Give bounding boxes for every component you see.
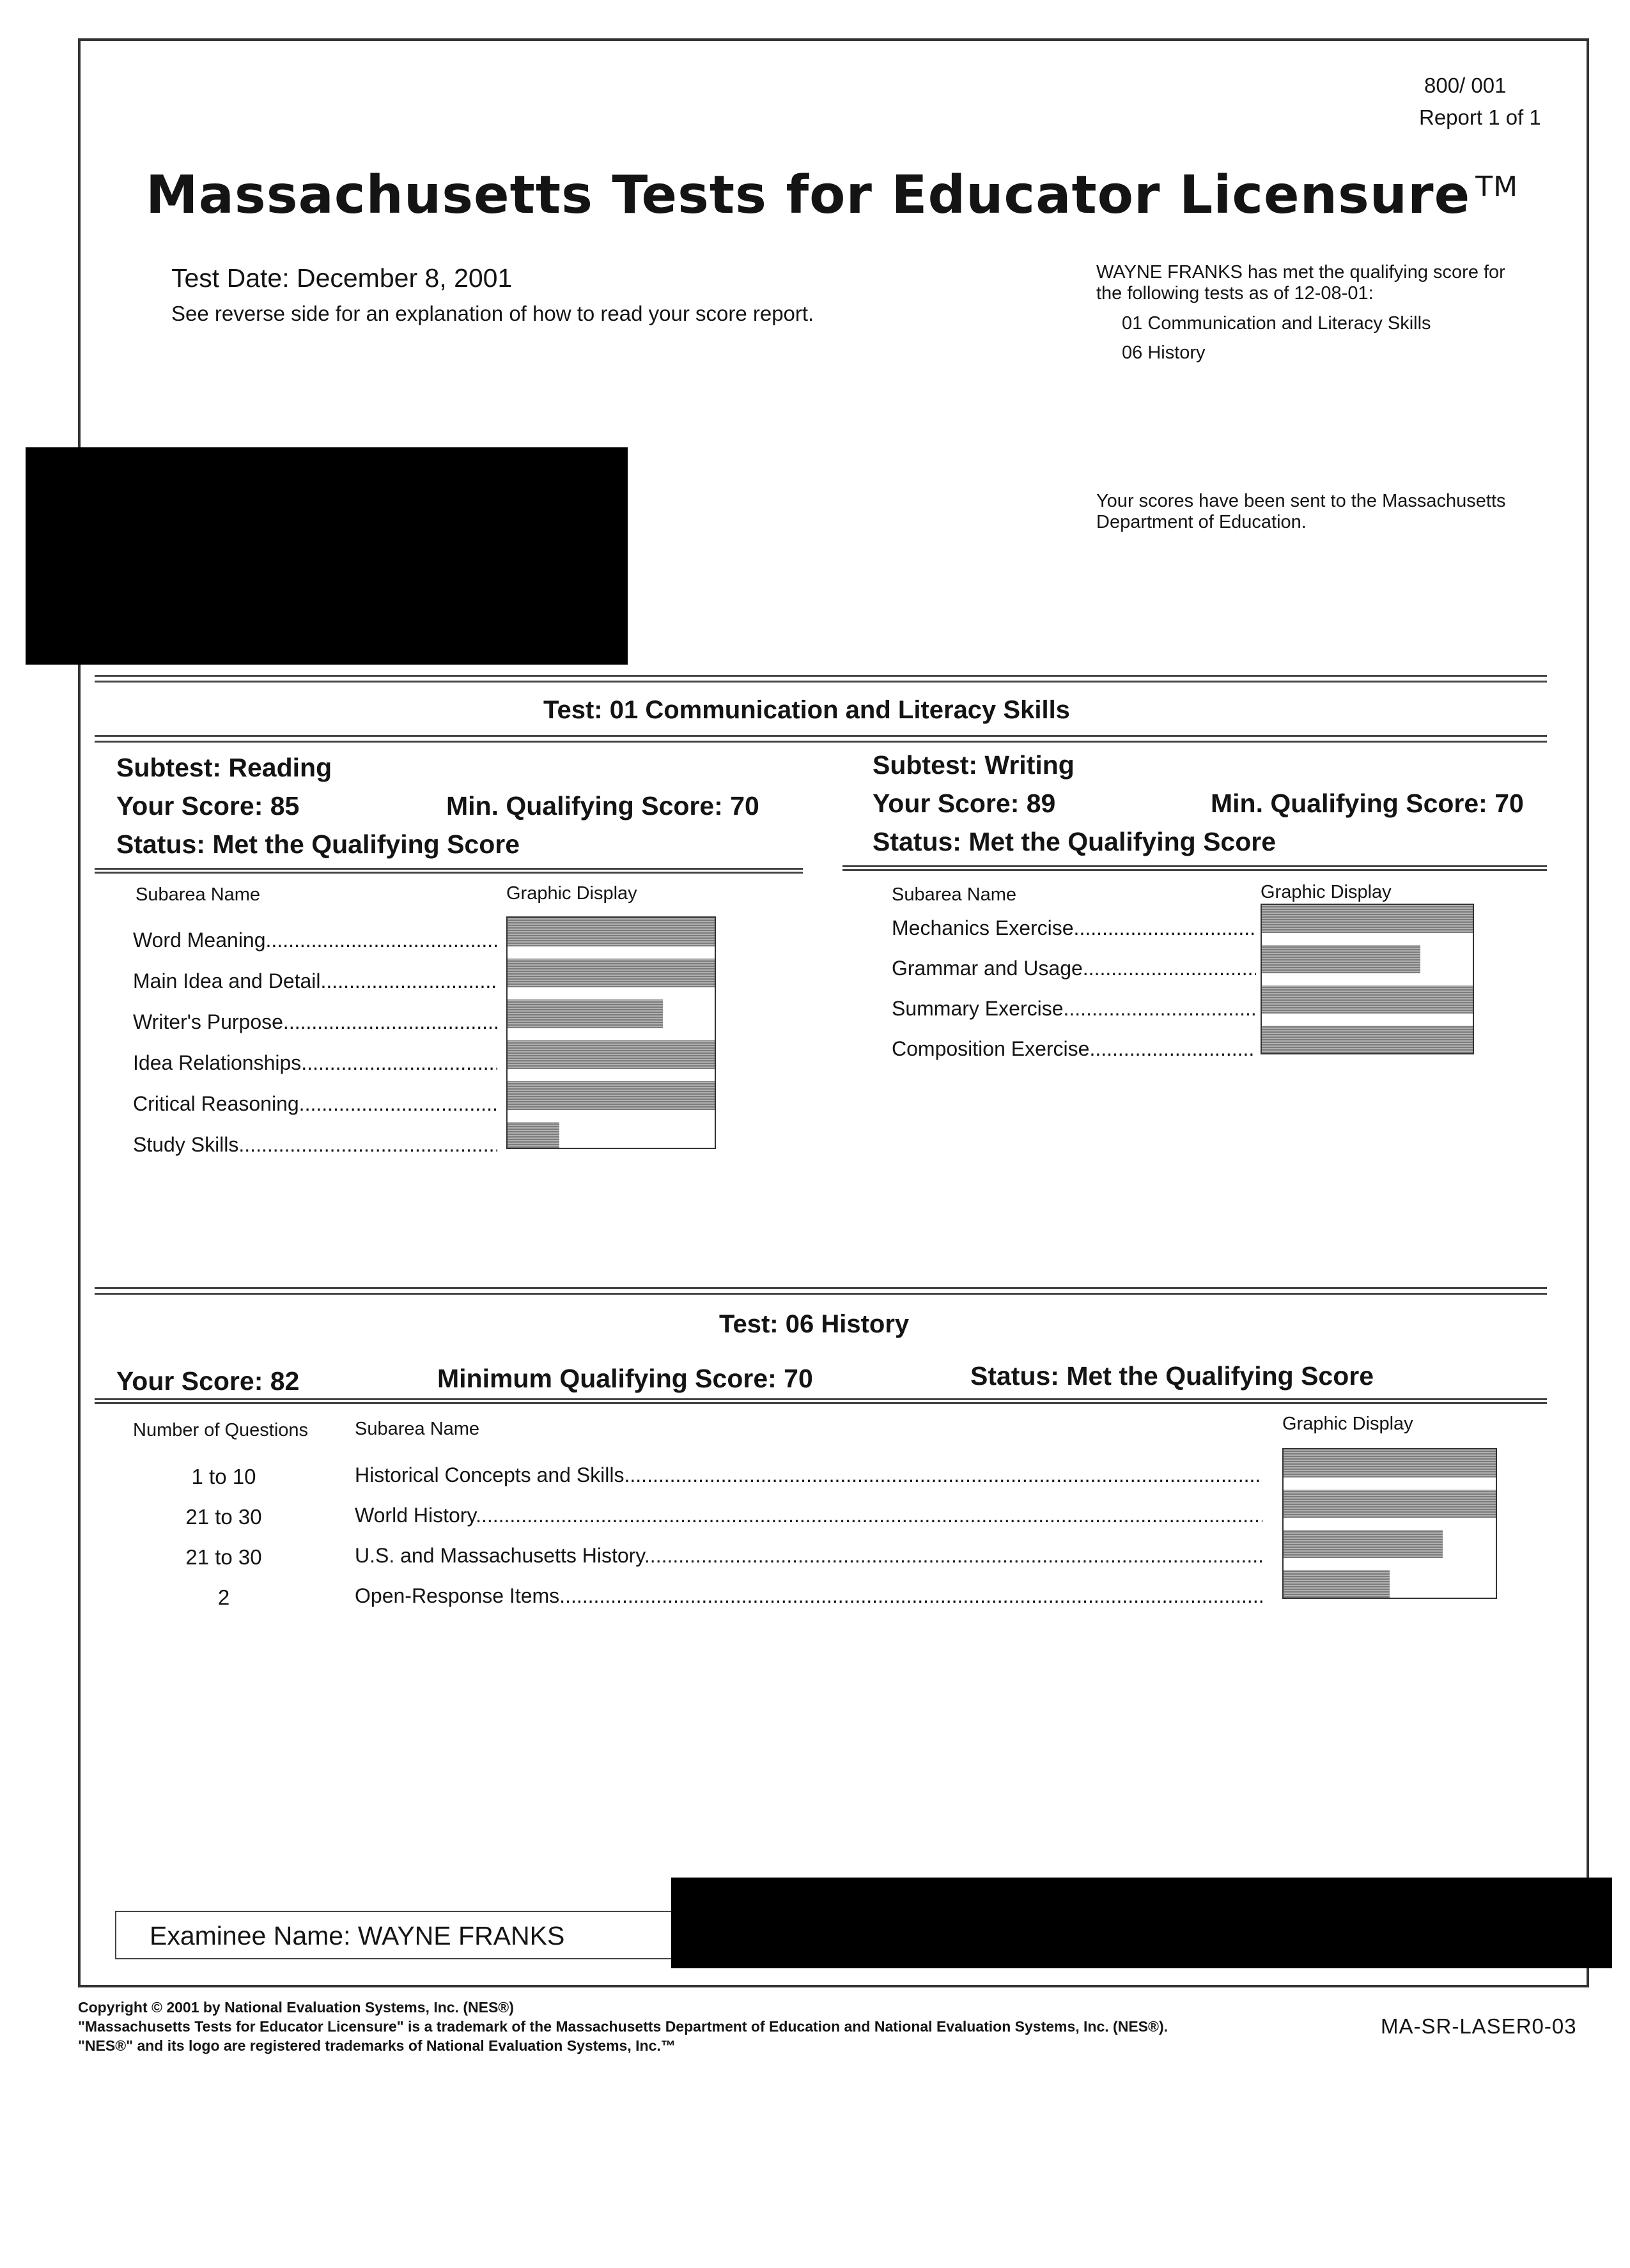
reading-subtest: Subtest: Reading — [116, 753, 332, 782]
qualify-intro-line1: WAYNE FRANKS has met the qualifying score for — [1096, 262, 1505, 282]
writing-score-bar — [1262, 945, 1420, 973]
scores-sent-line2: Department of Education. — [1096, 512, 1307, 532]
qualify-intro-line2: the following tests as of 12-08-01: — [1096, 283, 1374, 304]
reading-score-bar — [508, 999, 663, 1028]
history-subarea-row: Historical Concepts and Skills ..... — [355, 1463, 1262, 1487]
qualified-test-1: 01 Communication and Literacy Skills — [1122, 313, 1431, 334]
subtest-divider — [95, 868, 803, 874]
history-your-score: Your Score: 82 — [116, 1366, 300, 1396]
reading-subarea-row: Word Meaning ..... — [133, 929, 497, 952]
test06-title: Test: 06 History — [719, 1310, 910, 1338]
history-score-bar — [1284, 1449, 1496, 1477]
copyright-notice: Copyright © 2001 by National Evaluation Systems, Inc. (NES®) — [78, 1999, 514, 2016]
reading-your-score: Your Score: 85 — [116, 791, 300, 821]
history-min-score: Minimum Qualifying Score: 70 — [437, 1364, 813, 1393]
history-score-bar — [1284, 1490, 1496, 1518]
reading-score-bar — [508, 1122, 559, 1148]
question-count: 21 to 30 — [185, 1505, 262, 1529]
qualified-test-2: 06 History — [1122, 343, 1206, 363]
page-title: Massachusetts Tests for Educator Licensure ™ — [146, 165, 1519, 226]
writing-subarea-row: Composition Exercise ..... — [892, 1037, 1256, 1061]
reading-graphic-display — [506, 916, 716, 1149]
reading-subarea-row: Writer's Purpose ..... — [133, 1010, 497, 1034]
writing-score-bar — [1262, 1026, 1473, 1053]
writing-subtest: Subtest: Writing — [873, 750, 1075, 780]
history-subarea-row: U.S. and Massachusetts History ..... — [355, 1544, 1262, 1568]
report-page: Report 1 of 1 — [1419, 105, 1541, 129]
reading-graphic-header: Graphic Display — [506, 883, 637, 904]
history-score-bar — [1284, 1530, 1443, 1558]
section-divider — [95, 675, 1547, 683]
redacted-examinee-info — [671, 1878, 1612, 1968]
reading-subarea-row: Main Idea and Detail ..... — [133, 969, 497, 993]
history-score-bar — [1284, 1570, 1390, 1598]
writing-status: Status: Met the Qualifying Score — [873, 827, 1277, 856]
section-divider — [95, 1287, 1547, 1295]
reading-score-bar — [508, 918, 715, 946]
score-report-explanation: See reverse side for an explanation of how to read your score report. — [171, 302, 814, 325]
reading-score-bar — [508, 1081, 715, 1110]
reading-subarea-row: Study Skills ..... — [133, 1133, 497, 1157]
test-date: Test Date: December 8, 2001 — [171, 263, 513, 293]
writing-graphic-display — [1261, 904, 1474, 1054]
writing-subarea-row: Grammar and Usage ..... — [892, 957, 1256, 980]
reading-status: Status: Met the Qualifying Score — [116, 829, 520, 859]
writing-score-bar — [1262, 905, 1473, 933]
writing-min-score: Min. Qualifying Score: 70 — [1211, 789, 1524, 818]
redacted-address-block — [26, 447, 628, 665]
writing-subarea-row: Mechanics Exercise ..... — [892, 916, 1256, 940]
section-divider — [95, 1398, 1547, 1404]
reading-min-score: Min. Qualifying Score: 70 — [446, 791, 759, 821]
question-count: 1 to 10 — [191, 1465, 256, 1488]
test01-title: Test: 01 Communication and Literacy Skills — [543, 696, 1070, 724]
reading-subarea-header: Subarea Name — [136, 884, 261, 905]
nes-trademark-notice: "NES®" and its logo are registered trademarks of National Evaluation Systems, Inc.™ — [78, 2037, 676, 2054]
section-divider — [95, 735, 1547, 743]
history-status: Status: Met the Qualifying Score — [970, 1361, 1374, 1391]
reading-subarea-row: Idea Relationships ..... — [133, 1051, 497, 1075]
report-code: 800/ 001 — [1424, 73, 1507, 97]
history-graphic-header: Graphic Display — [1282, 1414, 1413, 1434]
reading-score-bar — [508, 1040, 715, 1069]
examinee-name-box — [115, 1911, 690, 1959]
writing-graphic-header: Graphic Display — [1261, 882, 1392, 902]
scores-sent-line1: Your scores have been sent to the Massachusetts — [1096, 491, 1506, 511]
history-graphic-display — [1282, 1448, 1497, 1599]
number-of-questions-header: Number of Questions — [133, 1420, 309, 1440]
history-subarea-row: Open-Response Items ..... — [355, 1584, 1262, 1608]
history-subarea-header: Subarea Name — [355, 1419, 480, 1439]
writing-subarea-row: Summary Exercise ..... — [892, 997, 1256, 1021]
trademark-notice: "Massachusetts Tests for Educator Licensure" is a trademark of the Massachusetts Department of Education and National Evaluation Systems, Inc. (NES®). — [78, 2018, 1168, 2035]
examinee-name: Examinee Name: WAYNE FRANKS — [150, 1921, 565, 1950]
writing-subarea-header: Subarea Name — [892, 884, 1017, 905]
history-subarea-row: World History ..... — [355, 1504, 1262, 1527]
reading-subarea-row: Critical Reasoning ..... — [133, 1092, 497, 1116]
reading-score-bar — [508, 959, 715, 987]
question-count: 2 — [217, 1585, 230, 1609]
trademark-mark: TM — [1475, 171, 1519, 203]
writing-score-bar — [1262, 985, 1473, 1014]
subtest-divider — [842, 865, 1547, 871]
writing-your-score: Your Score: 89 — [873, 789, 1056, 818]
form-code: MA-SR-LASER0-03 — [1381, 2014, 1577, 2038]
question-count: 21 to 30 — [185, 1545, 262, 1569]
